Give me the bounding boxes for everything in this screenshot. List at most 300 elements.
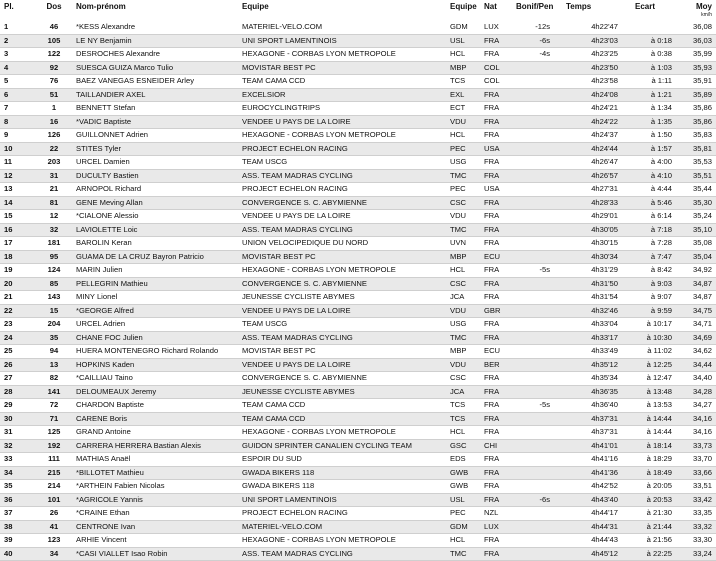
table-row xyxy=(0,183,716,197)
team-name-cell: CONVERGENCE S. C. ABYMIENNE xyxy=(242,196,450,210)
team-name-cell: CONVERGENCE S. C. ABYMIENNE xyxy=(242,372,450,386)
team-code-cell: HCL xyxy=(450,264,484,278)
team-code-cell: JCA xyxy=(450,385,484,399)
gap-cell: à 4:44 xyxy=(618,183,672,197)
bonus-cell xyxy=(516,196,554,210)
place-cell: 29 xyxy=(0,399,36,413)
team-code-cell: GDM xyxy=(450,520,484,534)
average-speed-cell: 35,08 xyxy=(672,237,716,251)
gap-cell: à 20:05 xyxy=(618,480,672,494)
nationality-cell: FRA xyxy=(484,399,516,413)
team-code-cell: TCS xyxy=(450,399,484,413)
nationality-cell: FRA xyxy=(484,129,516,143)
gap-cell: à 18:29 xyxy=(618,453,672,467)
average-speed-cell: 35,04 xyxy=(672,250,716,264)
header-team[interactable]: Equipe xyxy=(242,2,269,11)
team-code-cell: UVN xyxy=(450,237,484,251)
bonus-cell xyxy=(516,156,554,170)
time-cell: 4h37'31 xyxy=(554,412,618,426)
bib-cell: 71 xyxy=(36,412,72,426)
table-row xyxy=(0,75,716,89)
average-speed-cell: 35,30 xyxy=(672,196,716,210)
rider-name-cell: STITES Tyler xyxy=(72,142,242,156)
bonus-cell: -6s xyxy=(516,34,554,48)
average-speed-cell: 34,40 xyxy=(672,372,716,386)
team-code-cell: GDM xyxy=(450,21,484,34)
time-cell: 4h31'54 xyxy=(554,291,618,305)
nationality-cell: FRA xyxy=(484,372,516,386)
gap-cell: à 1:11 xyxy=(618,75,672,89)
bib-cell: 123 xyxy=(36,534,72,548)
table-row xyxy=(0,345,716,359)
place-cell: 9 xyxy=(0,129,36,143)
bonus-cell: -5s xyxy=(516,264,554,278)
time-cell: 4h41'01 xyxy=(554,439,618,453)
bonus-cell xyxy=(516,345,554,359)
team-name-cell: TEAM CAMA CCD xyxy=(242,75,450,89)
nationality-cell: COL xyxy=(484,61,516,75)
place-cell: 6 xyxy=(0,88,36,102)
time-cell: 4h26'47 xyxy=(554,156,618,170)
rider-name-cell: CHANE FOC Julien xyxy=(72,331,242,345)
bonus-cell xyxy=(516,534,554,548)
team-name-cell: ASS. TEAM MADRAS CYCLING xyxy=(242,547,450,561)
time-cell: 4h27'31 xyxy=(554,183,618,197)
nationality-cell: ECU xyxy=(484,250,516,264)
team-code-cell: USL xyxy=(450,493,484,507)
team-name-cell: PROJECT ECHELON RACING xyxy=(242,507,450,521)
place-cell: 34 xyxy=(0,466,36,480)
bib-cell: 76 xyxy=(36,75,72,89)
team-name-cell: UNION VELOCIPEDIQUE DU NORD xyxy=(242,237,450,251)
team-code-cell: MBP xyxy=(450,250,484,264)
time-cell: 4h32'46 xyxy=(554,304,618,318)
header-team-code[interactable]: Equipe xyxy=(450,2,477,11)
gap-cell: à 1:50 xyxy=(618,129,672,143)
gap-cell: à 7:28 xyxy=(618,237,672,251)
gap-cell: à 1:35 xyxy=(618,115,672,129)
team-code-cell: VDU xyxy=(450,115,484,129)
team-name-cell: JEUNESSE CYCLISTE ABYMES xyxy=(242,291,450,305)
team-code-cell: MBP xyxy=(450,61,484,75)
table-row xyxy=(0,34,716,48)
table-row xyxy=(0,399,716,413)
time-cell: 4h29'01 xyxy=(554,210,618,224)
table-row xyxy=(0,88,716,102)
header-gap[interactable]: Ecart xyxy=(634,2,655,11)
time-cell: 4h23'03 xyxy=(554,34,618,48)
bib-cell: 143 xyxy=(36,291,72,305)
table-row xyxy=(0,331,716,345)
nationality-cell: FRA xyxy=(484,480,516,494)
average-speed-cell: 33,42 xyxy=(672,493,716,507)
place-cell: 33 xyxy=(0,453,36,467)
team-code-cell: JCA xyxy=(450,291,484,305)
gap-cell: à 21:44 xyxy=(618,520,672,534)
bib-cell: 215 xyxy=(36,466,72,480)
header-average-unit: km/h xyxy=(701,12,712,18)
team-name-cell: JEUNESSE CYCLISTE ABYMES xyxy=(242,385,450,399)
team-code-cell: HCL xyxy=(450,129,484,143)
bonus-cell xyxy=(516,358,554,372)
bonus-cell xyxy=(516,250,554,264)
table-row xyxy=(0,493,716,507)
gap-cell: à 10:17 xyxy=(618,318,672,332)
gap-cell: à 11:02 xyxy=(618,345,672,359)
bib-cell: 21 xyxy=(36,183,72,197)
team-code-cell: MBP xyxy=(450,345,484,359)
table-row xyxy=(0,480,716,494)
table-row xyxy=(0,466,716,480)
bonus-cell xyxy=(516,102,554,116)
average-speed-cell: 34,62 xyxy=(672,345,716,359)
gap-cell: à 13:53 xyxy=(618,399,672,413)
team-code-cell: CSC xyxy=(450,196,484,210)
table-row xyxy=(0,142,716,156)
gap-cell: à 1:03 xyxy=(618,61,672,75)
time-cell: 4h33'04 xyxy=(554,318,618,332)
nationality-cell: FRA xyxy=(484,412,516,426)
gap-cell: à 0:38 xyxy=(618,48,672,62)
nationality-cell: FRA xyxy=(484,196,516,210)
bib-cell: 92 xyxy=(36,61,72,75)
rider-name-cell: CARENE Boris xyxy=(72,412,242,426)
average-speed-cell: 33,73 xyxy=(672,439,716,453)
place-cell: 20 xyxy=(0,277,36,291)
team-name-cell: UNI SPORT LAMENTINOIS xyxy=(242,34,450,48)
team-code-cell: VDU xyxy=(450,304,484,318)
place-cell: 25 xyxy=(0,345,36,359)
nationality-cell: FRA xyxy=(484,318,516,332)
nationality-cell: FRA xyxy=(484,277,516,291)
average-speed-cell: 33,70 xyxy=(672,453,716,467)
rider-name-cell: *ARTHEIN Fabien Nicolas xyxy=(72,480,242,494)
rider-name-cell: DESROCHES Alexandre xyxy=(72,48,242,62)
header-time[interactable]: Temps xyxy=(566,2,592,11)
average-speed-cell: 35,91 xyxy=(672,75,716,89)
nationality-cell: FRA xyxy=(484,115,516,129)
bib-cell: 111 xyxy=(36,453,72,467)
table-row xyxy=(0,520,716,534)
bonus-cell xyxy=(516,480,554,494)
rider-name-cell: BENNETT Stefan xyxy=(72,102,242,116)
bib-cell: 204 xyxy=(36,318,72,332)
nationality-cell: FRA xyxy=(484,156,516,170)
rider-name-cell: *CAILLIAU Taino xyxy=(72,372,242,386)
rider-name-cell: *GEORGE Alfred xyxy=(72,304,242,318)
nationality-cell: USA xyxy=(484,142,516,156)
table-row xyxy=(0,237,716,251)
nationality-cell: FRA xyxy=(484,48,516,62)
bonus-cell xyxy=(516,304,554,318)
team-code-cell: HCL xyxy=(450,534,484,548)
nationality-cell: GBR xyxy=(484,304,516,318)
rider-name-cell: ARHIE Vincent xyxy=(72,534,242,548)
table-row xyxy=(0,250,716,264)
time-cell: 4h30'15 xyxy=(554,237,618,251)
gap-cell: à 10:30 xyxy=(618,331,672,345)
bib-cell: 181 xyxy=(36,237,72,251)
team-name-cell: HEXAGONE - CORBAS LYON METROPOLE xyxy=(242,534,450,548)
team-code-cell: USL xyxy=(450,34,484,48)
team-name-cell: ESPOIR DU SUD xyxy=(242,453,450,467)
place-cell: 21 xyxy=(0,291,36,305)
header-bonus[interactable]: Bonif/Pen xyxy=(516,2,554,11)
bib-cell: 85 xyxy=(36,277,72,291)
place-cell: 7 xyxy=(0,102,36,116)
nationality-cell: FRA xyxy=(484,210,516,224)
place-cell: 10 xyxy=(0,142,36,156)
gap-cell: à 4:10 xyxy=(618,169,672,183)
nationality-cell: FRA xyxy=(484,426,516,440)
team-code-cell: CSC xyxy=(450,372,484,386)
bonus-cell xyxy=(516,426,554,440)
place-cell: 5 xyxy=(0,75,36,89)
rider-name-cell: DUCULTY Bastien xyxy=(72,169,242,183)
team-name-cell: VENDEE U PAYS DE LA LOIRE xyxy=(242,358,450,372)
bonus-cell xyxy=(516,291,554,305)
gap-cell: à 4:00 xyxy=(618,156,672,170)
bonus-cell xyxy=(516,318,554,332)
nationality-cell: FRA xyxy=(484,453,516,467)
team-name-cell: HEXAGONE - CORBAS LYON METROPOLE xyxy=(242,426,450,440)
team-name-cell: MATERIEL-VELO.COM xyxy=(242,520,450,534)
rider-name-cell: TAILLANDIER AXEL xyxy=(72,88,242,102)
bib-cell: 26 xyxy=(36,507,72,521)
time-cell: 4h30'34 xyxy=(554,250,618,264)
team-name-cell: HEXAGONE - CORBAS LYON METROPOLE xyxy=(242,48,450,62)
place-cell: 12 xyxy=(0,169,36,183)
team-name-cell: ASS. TEAM MADRAS CYCLING xyxy=(242,331,450,345)
header-nationality[interactable]: Nat xyxy=(484,2,497,11)
rider-name-cell: *CASI VIALLET Isao Robin xyxy=(72,547,242,561)
time-cell: 4h41'36 xyxy=(554,466,618,480)
nationality-cell: FRA xyxy=(484,88,516,102)
bib-cell: 32 xyxy=(36,223,72,237)
bonus-cell xyxy=(516,115,554,129)
time-cell: 4h22'47 xyxy=(554,21,618,34)
bib-cell: 15 xyxy=(36,304,72,318)
average-speed-cell: 35,44 xyxy=(672,183,716,197)
bonus-cell xyxy=(516,142,554,156)
team-name-cell: MOVISTAR BEST PC xyxy=(242,250,450,264)
team-code-cell: ECT xyxy=(450,102,484,116)
nationality-cell: FRA xyxy=(484,102,516,116)
team-name-cell: TEAM CAMA CCD xyxy=(242,412,450,426)
gap-cell: à 18:14 xyxy=(618,439,672,453)
bonus-cell xyxy=(516,237,554,251)
average-speed-cell: 35,86 xyxy=(672,102,716,116)
team-name-cell: PROJECT ECHELON RACING xyxy=(242,142,450,156)
bonus-cell xyxy=(516,223,554,237)
bib-cell: 126 xyxy=(36,129,72,143)
bonus-cell: -4s xyxy=(516,48,554,62)
table-row xyxy=(0,547,716,561)
place-cell: 14 xyxy=(0,196,36,210)
header-name[interactable]: Nom-prénom xyxy=(76,2,126,11)
place-cell: 40 xyxy=(0,547,36,561)
header-average-speed[interactable] xyxy=(672,0,716,21)
bonus-cell xyxy=(516,183,554,197)
bonus-cell xyxy=(516,372,554,386)
time-cell: 4h33'49 xyxy=(554,345,618,359)
nationality-cell: FRA xyxy=(484,264,516,278)
team-name-cell: TEAM USCG xyxy=(242,318,450,332)
table-row xyxy=(0,102,716,116)
place-cell: 8 xyxy=(0,115,36,129)
team-name-cell: EUROCYCLINGTRIPS xyxy=(242,102,450,116)
bonus-cell xyxy=(516,61,554,75)
place-cell: 1 xyxy=(0,21,36,34)
place-cell: 39 xyxy=(0,534,36,548)
bib-cell: 141 xyxy=(36,385,72,399)
table-row xyxy=(0,277,716,291)
team-code-cell: VDU xyxy=(450,358,484,372)
place-cell: 2 xyxy=(0,34,36,48)
header-place[interactable]: Pl. xyxy=(4,2,14,11)
average-speed-cell: 34,16 xyxy=(672,426,716,440)
gap-cell: à 12:47 xyxy=(618,372,672,386)
time-cell: 4h43'40 xyxy=(554,493,618,507)
place-cell: 28 xyxy=(0,385,36,399)
nationality-cell: NZL xyxy=(484,507,516,521)
table-row xyxy=(0,21,716,34)
team-code-cell: TCS xyxy=(450,412,484,426)
average-speed-cell: 33,66 xyxy=(672,466,716,480)
average-speed-cell: 34,69 xyxy=(672,331,716,345)
team-code-cell: TMC xyxy=(450,547,484,561)
time-cell: 4h30'05 xyxy=(554,223,618,237)
bib-cell: 105 xyxy=(36,34,72,48)
bonus-cell xyxy=(516,385,554,399)
average-speed-cell: 35,51 xyxy=(672,169,716,183)
nationality-cell: USA xyxy=(484,183,516,197)
average-speed-cell: 34,92 xyxy=(672,264,716,278)
bib-cell: 72 xyxy=(36,399,72,413)
team-code-cell: HCL xyxy=(450,426,484,440)
rider-name-cell: CHARDON Baptiste xyxy=(72,399,242,413)
team-name-cell: GUIDON SPRINTER CANALIEN CYCLING TEAM xyxy=(242,439,450,453)
time-cell: 4h35'12 xyxy=(554,358,618,372)
rider-name-cell: MARIN Julien xyxy=(72,264,242,278)
rider-name-cell: SUESCA GUIZA Marco Tulio xyxy=(72,61,242,75)
gap-cell: à 22:25 xyxy=(618,547,672,561)
nationality-cell: FRA xyxy=(484,466,516,480)
place-cell: 15 xyxy=(0,210,36,224)
place-cell: 30 xyxy=(0,412,36,426)
rider-name-cell: URCEL Damien xyxy=(72,156,242,170)
rider-name-cell: GRAND Antoine xyxy=(72,426,242,440)
time-cell: 4h36'40 xyxy=(554,399,618,413)
time-cell: 4h37'31 xyxy=(554,426,618,440)
place-cell: 11 xyxy=(0,156,36,170)
table-row xyxy=(0,507,716,521)
time-cell: 4h45'12 xyxy=(554,547,618,561)
average-speed-cell: 33,35 xyxy=(672,507,716,521)
rider-name-cell: BAROLIN Keran xyxy=(72,237,242,251)
gap-cell: à 21:30 xyxy=(618,507,672,521)
rider-name-cell: *BILLOTET Mathieu xyxy=(72,466,242,480)
rider-name-cell: HUERA MONTENEGRO Richard Rolando xyxy=(72,345,242,359)
time-cell: 4h23'58 xyxy=(554,75,618,89)
time-cell: 4h33'17 xyxy=(554,331,618,345)
team-name-cell: GWADA BIKERS 118 xyxy=(242,480,450,494)
gap-cell: à 1:34 xyxy=(618,102,672,116)
nationality-cell: COL xyxy=(484,75,516,89)
team-name-cell: VENDEE U PAYS DE LA LOIRE xyxy=(242,304,450,318)
team-code-cell: TMC xyxy=(450,169,484,183)
time-cell: 4h24'37 xyxy=(554,129,618,143)
team-code-cell: HCL xyxy=(450,48,484,62)
header-bib[interactable]: Dos xyxy=(46,2,62,11)
team-name-cell: HEXAGONE - CORBAS LYON METROPOLE xyxy=(242,129,450,143)
bib-cell: 1 xyxy=(36,102,72,116)
bonus-cell xyxy=(516,412,554,426)
average-speed-cell: 34,16 xyxy=(672,412,716,426)
gap-cell: à 9:59 xyxy=(618,304,672,318)
average-speed-cell: 35,53 xyxy=(672,156,716,170)
team-code-cell: USG xyxy=(450,156,484,170)
average-speed-cell: 34,44 xyxy=(672,358,716,372)
rider-name-cell: *CIALONE Alessio xyxy=(72,210,242,224)
team-code-cell: CSC xyxy=(450,277,484,291)
bib-cell: 95 xyxy=(36,250,72,264)
bonus-cell: -12s xyxy=(516,21,554,34)
team-code-cell: TCS xyxy=(450,75,484,89)
bib-cell: 101 xyxy=(36,493,72,507)
average-speed-cell: 33,32 xyxy=(672,520,716,534)
average-speed-cell: 35,86 xyxy=(672,115,716,129)
bib-cell: 22 xyxy=(36,142,72,156)
rider-name-cell: *KESS Alexandre xyxy=(72,21,242,34)
gap-cell: à 7:18 xyxy=(618,223,672,237)
bib-cell: 51 xyxy=(36,88,72,102)
bonus-cell xyxy=(516,210,554,224)
bib-cell: 31 xyxy=(36,169,72,183)
place-cell: 4 xyxy=(0,61,36,75)
team-name-cell: VENDEE U PAYS DE LA LOIRE xyxy=(242,210,450,224)
bonus-cell xyxy=(516,169,554,183)
average-speed-cell: 34,87 xyxy=(672,277,716,291)
rider-name-cell: ARNOPOL Richard xyxy=(72,183,242,197)
team-code-cell: TMC xyxy=(450,223,484,237)
gap-cell: à 20:53 xyxy=(618,493,672,507)
team-code-cell: GWB xyxy=(450,480,484,494)
table-row xyxy=(0,534,716,548)
team-name-cell: PROJECT ECHELON RACING xyxy=(242,183,450,197)
nationality-cell: FRA xyxy=(484,534,516,548)
team-code-cell: PEC xyxy=(450,183,484,197)
bonus-cell xyxy=(516,439,554,453)
place-cell: 38 xyxy=(0,520,36,534)
average-speed-cell: 35,81 xyxy=(672,142,716,156)
average-speed-cell: 35,93 xyxy=(672,61,716,75)
table-row xyxy=(0,210,716,224)
gap-cell: à 21:56 xyxy=(618,534,672,548)
bib-cell: 125 xyxy=(36,426,72,440)
bib-cell: 35 xyxy=(36,331,72,345)
time-cell: 4h23'25 xyxy=(554,48,618,62)
gap-cell: à 12:25 xyxy=(618,358,672,372)
gap-cell: à 5:46 xyxy=(618,196,672,210)
place-cell: 36 xyxy=(0,493,36,507)
place-cell: 37 xyxy=(0,507,36,521)
team-name-cell: CONVERGENCE S. C. ABYMIENNE xyxy=(242,277,450,291)
table-row xyxy=(0,385,716,399)
team-name-cell: TEAM USCG xyxy=(242,156,450,170)
place-cell: 17 xyxy=(0,237,36,251)
time-cell: 4h24'21 xyxy=(554,102,618,116)
